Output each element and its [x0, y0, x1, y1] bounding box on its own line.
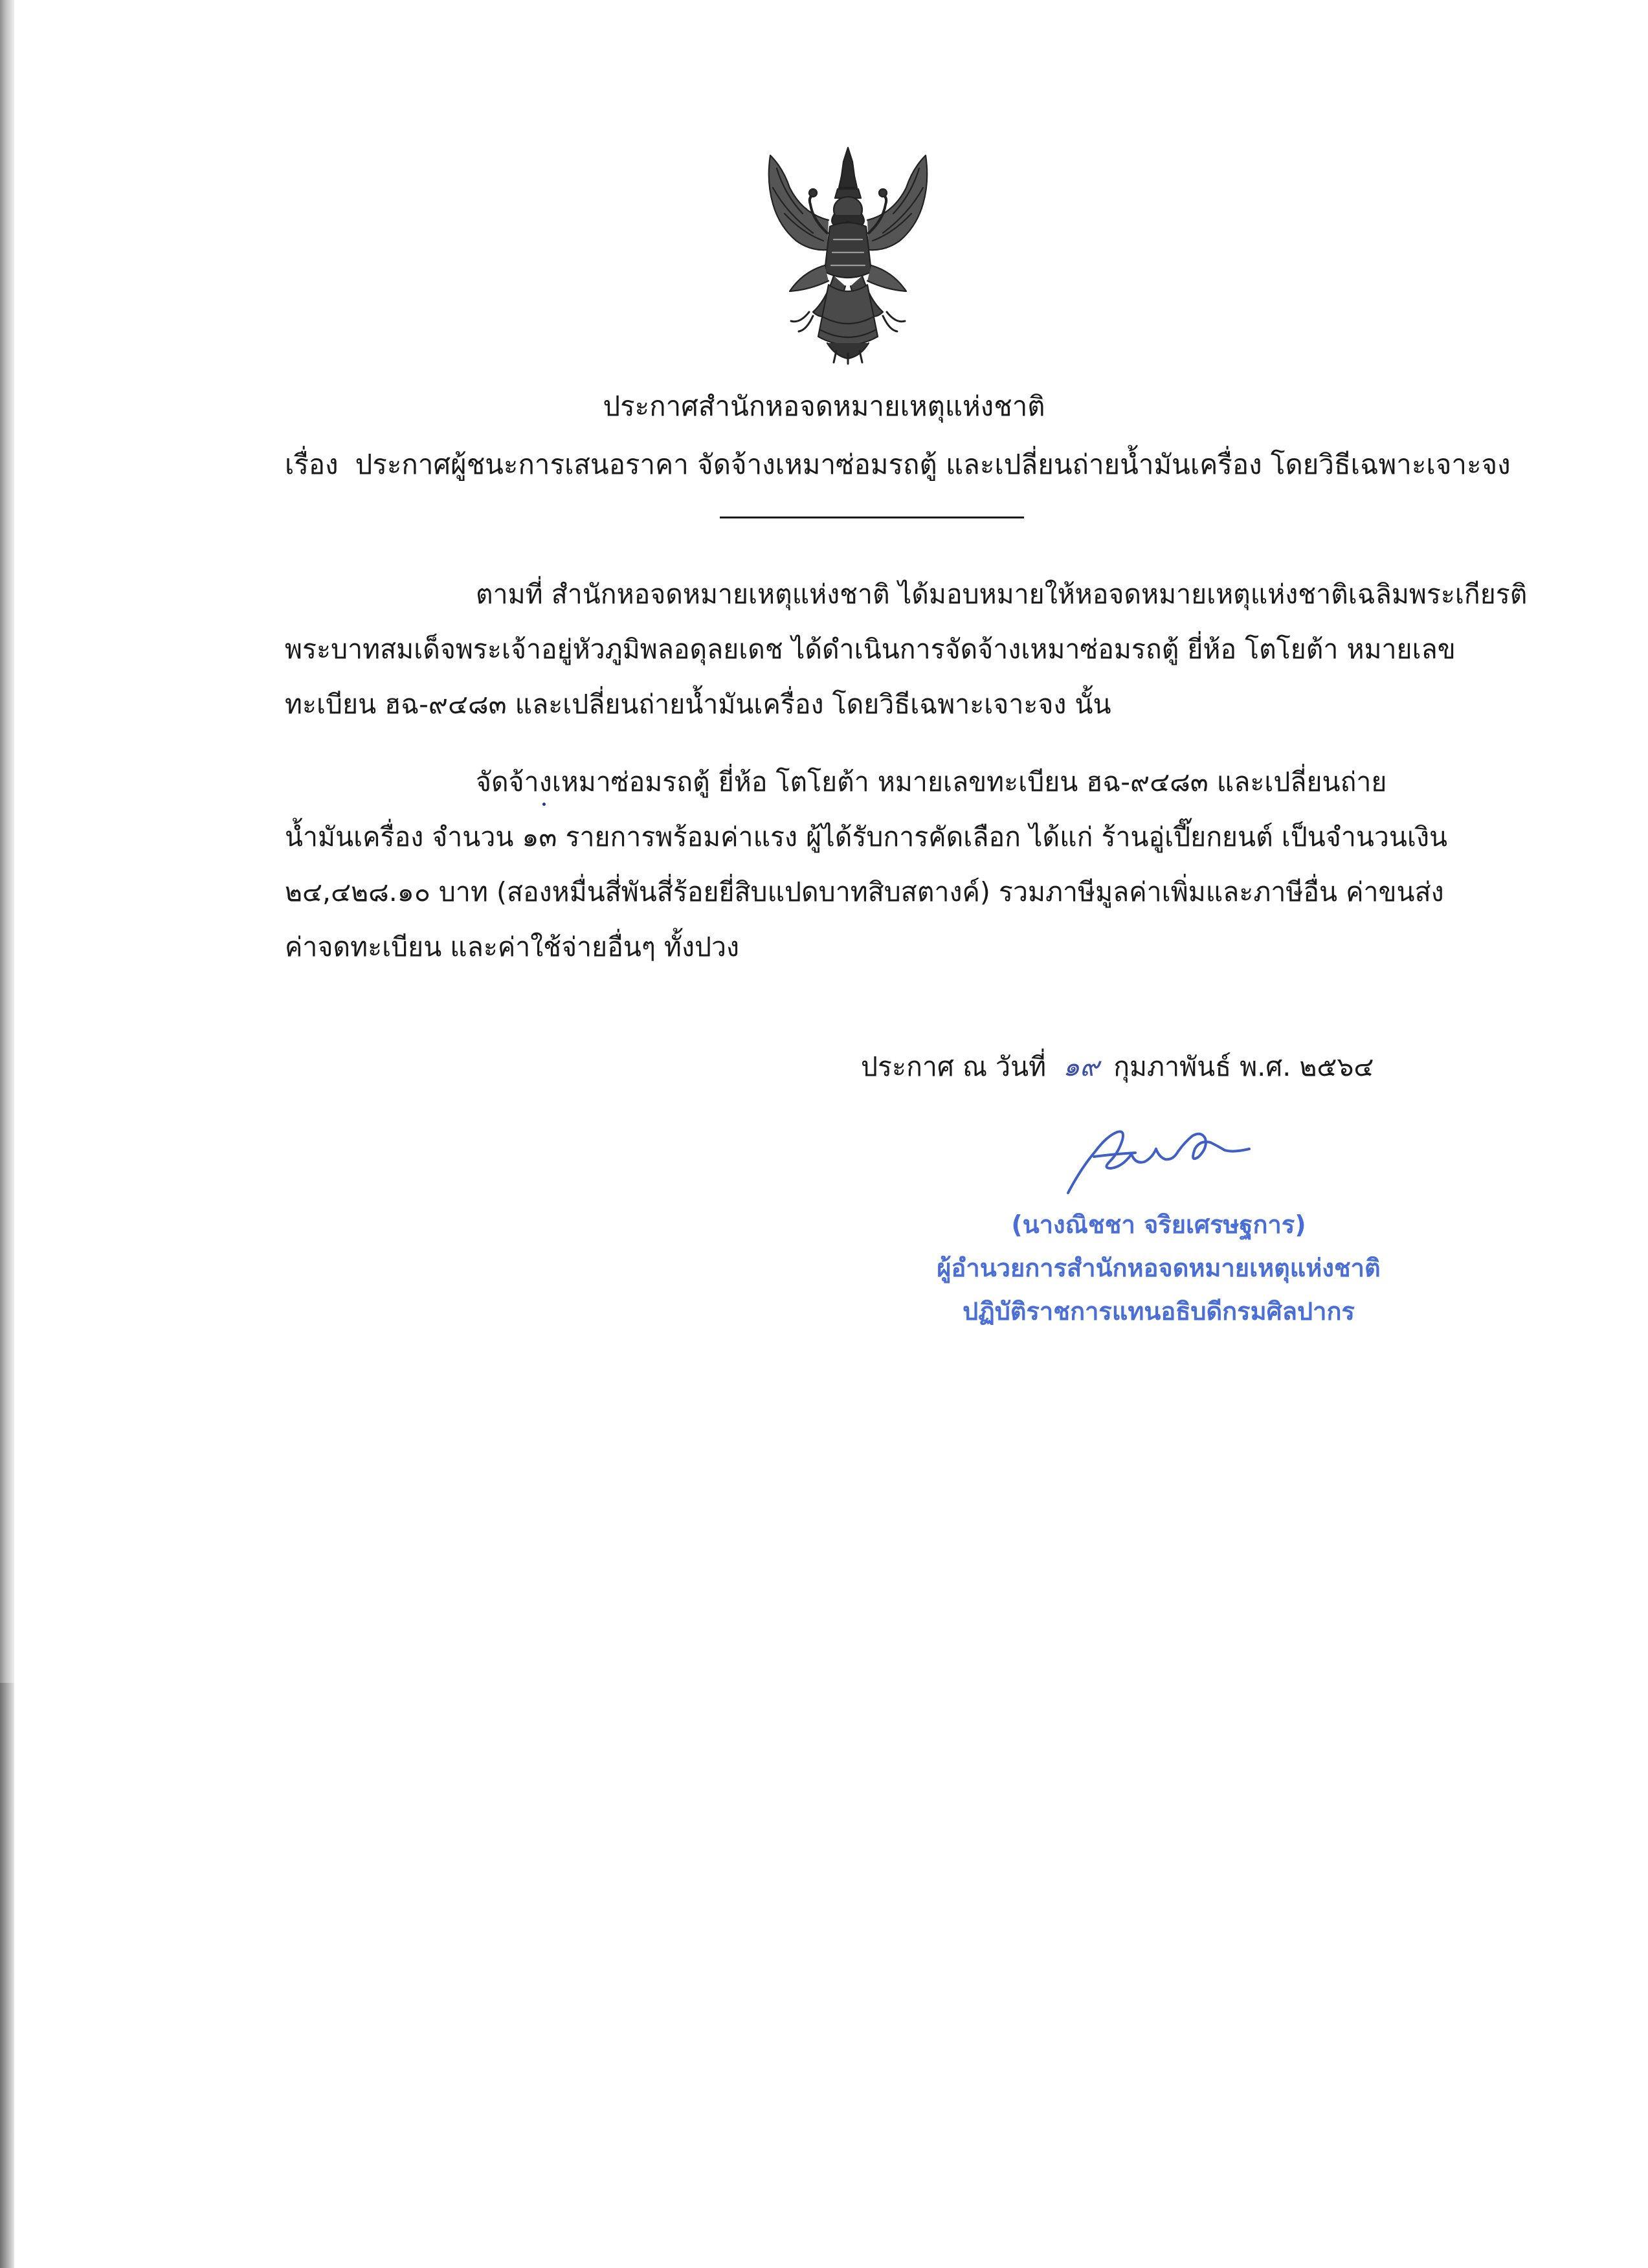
- signatory-title: ผู้อำนวยการสำนักหอจดหมายเหตุแห่งชาติ: [937, 1254, 1381, 1282]
- paragraph2-line: น้ำมันเครื่อง จำนวน ๑๓ รายการพร้อมค่าแรง ผู้ได้รับการคัดเลือก ได้แก่ ร้านอู่เปี๊ยกยนต์ เป็นจำนวนเงิน: [285, 821, 1447, 852]
- date-day-handwritten: ๑๙: [1063, 1051, 1100, 1082]
- title-divider: [720, 517, 1024, 518]
- subject-text: ประกาศผู้ชนะการเสนอราคา จัดจ้างเหมาซ่อมรถตู้ และเปลี่ยนถ่ายน้ำมันเครื่อง โดยวิธีเฉพาะเจาะจง: [355, 449, 1511, 480]
- signatory-acting-on-behalf: ปฏิบัติราชการแทนอธิบดีกรมศิลปากร: [963, 1297, 1355, 1326]
- paragraph2-line: ๒๔,๔๒๘.๑๐ บาท (สองหมื่นสี่พันสี่ร้อยยี่สิบแปดบาทสิบสตางค์) รวมภาษีมูลค่าเพิ่มและภาษีอื่น ค่าขนส่ง: [285, 876, 1444, 907]
- subject-label: เรื่อง: [285, 449, 339, 480]
- ink-speck: [542, 803, 546, 806]
- announcement-subject-line: [285, 447, 1511, 483]
- date-month-year: กุมภาพันธ์ พ.ศ. ๒๕๖๔: [1113, 1051, 1374, 1082]
- handwritten-signature: [1055, 1117, 1288, 1201]
- paragraph1-line: ทะเบียน ฮฉ-๙๔๘๓ และเปลี่ยนถ่ายน้ำมันเครื่อง โดยวิธีเฉพาะเจาะจง นั้น: [285, 689, 1111, 720]
- garuda-emblem-icon: [751, 142, 945, 366]
- date-prefix: ประกาศ ณ วันที่: [861, 1051, 1047, 1082]
- paragraph1-line: ตามที่ สำนักหอจดหมายเหตุแห่งชาติ ได้มอบหมายให้หอจดหมายเหตุแห่งชาติเฉลิมพระเกียรติ: [476, 579, 1528, 610]
- signatory-name: (นางณิชชา จริยเศรษฐการ): [1011, 1210, 1306, 1239]
- announcement-date: [861, 1049, 1374, 1086]
- paragraph2-line: ค่าจดทะเบียน และค่าใช้จ่ายอื่นๆ ทั้งปวง: [285, 931, 740, 962]
- announcement-organization: ประกาศสำนักหอจดหมายเหตุแห่งชาติ: [603, 390, 1045, 422]
- paragraph1-line: พระบาทสมเด็จพระเจ้าอยู่หัวภูมิพลอดุลยเดช ได้ดำเนินการจัดจ้างเหมาซ่อมรถตู้ ยี่ห้อ โตโยต้า หมายเลข: [285, 634, 1456, 665]
- scan-edge-shadow-lower: [0, 1683, 14, 2268]
- paragraph2-line: จัดจ้างเหมาซ่อมรถตู้ ยี่ห้อ โตโยต้า หมายเลขทะเบียน ฮฉ-๙๔๘๓ และเปลี่ยนถ่าย: [476, 766, 1387, 797]
